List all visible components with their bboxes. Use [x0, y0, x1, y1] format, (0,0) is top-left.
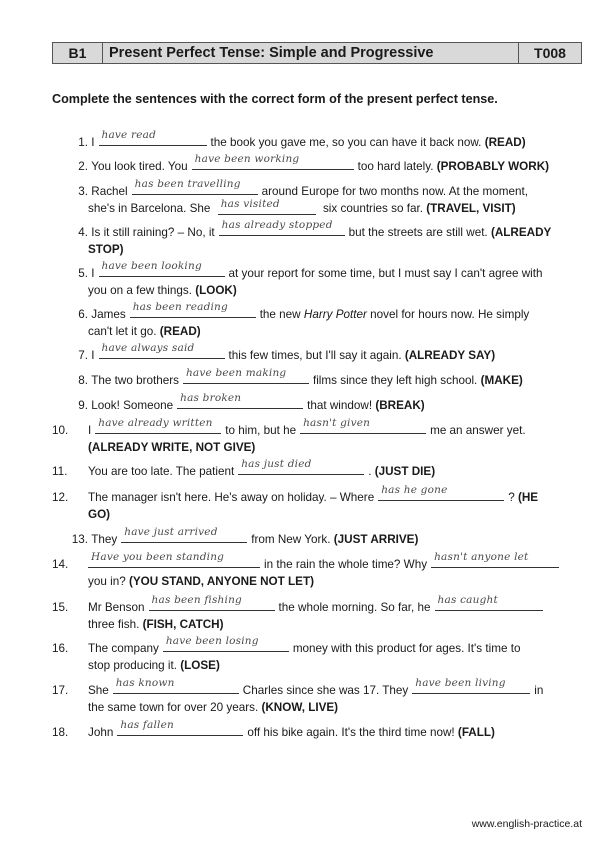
exercise-4 — [52, 221, 580, 258]
sentence-text: that window! — [307, 399, 373, 412]
exercise-number: 15. — [52, 601, 69, 614]
sentence-text: she's in Barcelona. She — [88, 202, 211, 215]
sentence-text: three fish. — [88, 618, 140, 631]
exercise-number: 17. — [52, 684, 69, 697]
handwritten-answer: Have you been standing — [91, 551, 225, 563]
book-title: Harry Potter — [303, 308, 367, 321]
exercise-5 — [52, 262, 580, 299]
exercise-number: 18. — [52, 726, 69, 739]
sentence-text: Rachel — [91, 185, 128, 198]
exercise-number: 5. — [78, 267, 88, 280]
website-footer: www.english-practice.at — [471, 818, 582, 830]
sentence-text: Mr Benson — [88, 601, 145, 614]
handwritten-answer: has been reading — [132, 301, 228, 313]
verb-hint: (ALREADY SAY) — [404, 349, 496, 362]
verb-hint: (HE — [517, 491, 539, 504]
sentence-text: in — [534, 684, 544, 697]
handwritten-answer: have been working — [194, 153, 300, 165]
sentence-text: stop producing it. — [88, 659, 178, 672]
verb-hint: STOP) — [88, 243, 124, 256]
answer-blank[interactable] — [431, 553, 559, 568]
sentence-text: John — [88, 726, 114, 739]
sentence-text: ? — [508, 491, 515, 504]
handwritten-answer: have just arrived — [124, 526, 218, 538]
exercise-number: 14. — [52, 558, 69, 571]
sentence-text: The two brothers — [91, 374, 179, 387]
verb-hint: (TRAVEL, VISIT) — [426, 202, 516, 215]
handwritten-answer: have read — [101, 129, 157, 141]
answer-blank[interactable] — [99, 262, 225, 277]
handwritten-answer: has just died — [241, 458, 312, 470]
worksheet-title: Present Perfect Tense: Simple and Progressive — [103, 43, 519, 63]
verb-hint: (READ) — [484, 136, 526, 149]
instruction: Complete the sentences with the correct form of the present perfect tense. — [52, 92, 498, 106]
handwritten-answer: hasn't given — [303, 417, 371, 429]
verb-hint: (ALREADY WRITE, NOT GIVE) — [88, 441, 256, 454]
verb-hint: (KNOW, LIVE) — [261, 701, 339, 714]
answer-blank[interactable] — [183, 369, 309, 384]
exercise-12 — [52, 486, 580, 523]
sentence-text: . — [368, 465, 372, 478]
exercise-number: 3. — [78, 185, 88, 198]
sentence-text: The company — [88, 642, 159, 655]
verb-hint: (PROBABLY WORK) — [436, 160, 550, 173]
answer-blank[interactable] — [121, 528, 247, 543]
exercise-15 — [52, 596, 580, 633]
verb-hint: (FISH, CATCH) — [142, 618, 224, 631]
sentence-text: James — [91, 308, 126, 321]
handwritten-answer: have been losing — [165, 635, 259, 647]
exercise-number: 2. — [78, 160, 88, 173]
sentence-text: too hard lately. — [357, 160, 434, 173]
sentence-text: Is it still raining? – No, it — [91, 226, 215, 239]
verb-hint: GO) — [88, 508, 111, 521]
verb-hint: (LOOK) — [195, 284, 237, 297]
exercise-number: 9. — [78, 399, 88, 412]
sentence-text: the book you gave me, so you can have it back now. — [210, 136, 482, 149]
sentence-text: I — [91, 267, 95, 280]
exercise-number: 10. — [52, 424, 69, 437]
answer-blank[interactable] — [163, 637, 289, 652]
exercise-7 — [52, 344, 580, 364]
verb-hint: (JUST ARRIVE) — [333, 533, 419, 546]
handwritten-answer: has known — [115, 677, 175, 689]
exercise-2 — [52, 155, 580, 175]
sentence-text: around Europe for two months now. At the moment, — [261, 185, 529, 198]
verb-hint: (JUST DIE) — [374, 465, 436, 478]
verb-hint: (ALREADY — [490, 226, 552, 239]
exercise-3 — [52, 180, 580, 217]
exercise-16 — [52, 637, 580, 674]
answer-blank[interactable] — [218, 200, 316, 215]
answer-blank[interactable] — [117, 721, 243, 736]
verb-hint: (BREAK) — [375, 399, 425, 412]
sentence-text: money with this product for ages. It's time to — [292, 642, 521, 655]
sentence-text: Look! Someone — [91, 399, 174, 412]
level-label: B1 — [53, 43, 103, 63]
worksheet-header — [52, 42, 582, 64]
answer-blank[interactable] — [149, 596, 275, 611]
exercise-13 — [52, 528, 580, 548]
exercise-1 — [52, 131, 580, 151]
answer-blank[interactable] — [412, 679, 530, 694]
sentence-text: You are too late. The patient — [88, 465, 235, 478]
sentence-text: You look tired. You — [91, 160, 188, 173]
worksheet-code: T008 — [534, 45, 566, 61]
sentence-text: from New York. — [251, 533, 331, 546]
sentence-text: I — [88, 424, 92, 437]
exercise-number: 1. — [78, 136, 88, 149]
answer-blank[interactable] — [177, 394, 303, 409]
exercise-11 — [52, 460, 580, 480]
answer-blank[interactable] — [219, 221, 345, 236]
sentence-text: the same town for over 20 years. — [88, 701, 259, 714]
exercise-number: 13. — [71, 533, 88, 546]
sentence-text: but the streets are still wet. — [348, 226, 488, 239]
answer-blank[interactable] — [192, 155, 354, 170]
sentence-text: They — [91, 533, 118, 546]
handwritten-answer: have been making — [185, 367, 287, 379]
answer-blank[interactable] — [88, 553, 260, 568]
handwritten-answer: has already stopped — [221, 219, 333, 231]
sentence-text: me an answer yet. — [430, 424, 526, 437]
exercise-14 — [52, 553, 580, 590]
answer-blank[interactable] — [95, 419, 221, 434]
handwritten-answer: has been fishing — [151, 594, 242, 606]
verb-hint: (YOU STAND, ANYONE NOT LET) — [128, 575, 315, 588]
answer-blank[interactable] — [435, 596, 543, 611]
sentence-text: you in? — [88, 575, 126, 588]
handwritten-answer: have been looking — [101, 260, 202, 272]
exercise-18 — [52, 721, 580, 741]
exercise-number: 6. — [78, 308, 88, 321]
handwritten-answer: has broken — [180, 392, 242, 404]
sentence-text: novel for hours now. He simply — [370, 308, 530, 321]
sentence-text: off his bike again. It's the third time now! — [247, 726, 455, 739]
handwritten-answer: have been living — [415, 677, 506, 689]
answer-blank[interactable] — [132, 180, 258, 195]
exercise-17 — [52, 679, 580, 716]
sentence-text: six countries so far. — [322, 202, 423, 215]
handwritten-answer: has he gone — [381, 484, 448, 496]
handwritten-answer: have always said — [101, 342, 195, 354]
sentence-text: the new — [259, 308, 301, 321]
verb-hint: (LOSE) — [180, 659, 220, 672]
sentence-text: you on a few things. — [88, 284, 192, 297]
answer-blank[interactable] — [99, 131, 207, 146]
exercise-number: 7. — [78, 349, 88, 362]
exercise-6 — [52, 303, 580, 340]
sentence-text: I — [91, 349, 95, 362]
answer-blank[interactable] — [238, 460, 364, 475]
answer-blank[interactable] — [113, 679, 239, 694]
verb-hint: (FALL) — [457, 726, 495, 739]
sentence-text: The manager isn't here. He's away on holiday. – Where — [88, 491, 375, 504]
answer-blank[interactable] — [300, 419, 426, 434]
answer-blank[interactable] — [99, 344, 225, 359]
sentence-text: this few times, but I'll say it again. — [228, 349, 402, 362]
handwritten-answer: have already written — [98, 417, 213, 429]
exercise-10 — [52, 419, 580, 456]
exercise-9 — [52, 394, 580, 414]
sentence-text: I — [91, 136, 95, 149]
sentence-text: at your report for some time, but I must say I can't agree with — [228, 267, 543, 280]
exercise-number: 11. — [52, 465, 68, 478]
exercise-number: 16. — [52, 642, 69, 655]
verb-hint: (MAKE) — [480, 374, 523, 387]
exercise-number: 12. — [52, 491, 69, 504]
sentence-text: in the rain the whole time? Why — [264, 558, 428, 571]
exercise-number: 8. — [78, 374, 88, 387]
sentence-text: Charles since she was 17. They — [242, 684, 409, 697]
sentence-text: She — [88, 684, 109, 697]
handwritten-answer: has visited — [220, 198, 280, 210]
handwritten-answer: hasn't anyone let — [434, 551, 529, 563]
answer-blank[interactable] — [378, 486, 504, 501]
sentence-text: can't let it go. — [88, 325, 157, 338]
sentence-text: films since they left high school. — [312, 374, 478, 387]
handwritten-answer: has caught — [437, 594, 498, 606]
exercise-number: 4. — [78, 226, 88, 239]
exercise-8 — [52, 369, 580, 389]
verb-hint: (READ) — [159, 325, 201, 338]
answer-blank[interactable] — [130, 303, 256, 318]
sentence-text: the whole morning. So far, he — [278, 601, 431, 614]
handwritten-answer: has been travelling — [134, 178, 241, 190]
sentence-text: to him, but he — [225, 424, 297, 437]
handwritten-answer: has fallen — [120, 719, 174, 731]
